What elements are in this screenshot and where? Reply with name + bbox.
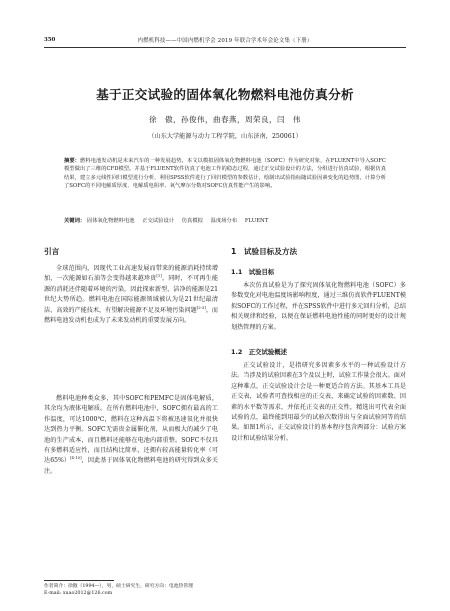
keywords: [64, 217, 386, 225]
citation: [4-10]: [70, 455, 82, 461]
intro-p2-text: ，因此基于固体氧化物燃料电池的研究得到众多关注。: [44, 457, 219, 475]
subsection-heading-1-1: 1.1 试验目标: [231, 268, 275, 276]
intro-paragraph-1: [44, 264, 218, 326]
citation: [1]: [156, 273, 162, 279]
section-1-2-paragraph: 正交试验设计，是指研究多因素多水平的一种试验设计方法。当涉及的试验因素在3个及以上时，试验工作量会很大。面对这种难点，正交试验设计会是一种更适合的方法。其基本工具是正交表，试验者可查找相应的正交表，来确定试验的因素数、因素的水平数等需求，并依托正交表的正交性，精选出可代表全面试验的点，最终能到用最少的试验次数得出与全面试验同等的结果。如图1所示，正交试验设计的基本程序包含两部分：试验方案设计和试验结果分析。: [231, 362, 406, 442]
footnote-rule: [44, 580, 114, 581]
intro-p1-text: 全球范围内，因现代工业高速发展而带来的能源消耗持续增加，一次能源如石油等会变得越来越珍贵: [44, 265, 218, 283]
keyword: FLUENT: [244, 218, 269, 224]
citation: [2-3]: [196, 304, 206, 310]
keyword: 仿真模拟: [181, 218, 203, 224]
intro-p2-text: 燃料电池种类众多，其中SOFC和PEMFC是固体电解质，其余均为液体电解质。在所有燃料电池中，SOFC拥有最高的工作温度，可达1000℃，燃料在这种高温下将被迅速氧化并很快达到热力平衡。SOFC无需贵金属催化剂，从而极大的减少了电池的生产成本，而且燃料还能够在电池内部重整。SOFC不仅具有多燃料适应性，而且结构比简单，还拥有较高能量转化率（可达65%）: [44, 395, 218, 465]
section-heading-introduction: 引言: [44, 247, 60, 256]
keyword: 固体氧化物燃料电池: [86, 218, 135, 224]
paper-title: 基于正交试验的固体氧化物燃料电池仿真分析: [96, 87, 354, 102]
abstract-text: 燃料电池发动机是未来汽车的一种发展趋势。本文以模拟固体氧化物燃料电池（SOFC）作为研究对象，在FLUENT中导入SOFC模型做出了三维的CFD模型。并基于FLUENT软件仿真了电池工作的稳态过程，通过正交试验设计的方法，分组进行仿真试验，根据仿真结果，建立多元线性回归模型进行分析，利用SPSS软件进行了回归模型的参数估计，绘制出试验指标随试验因素变化的趋势图，计算分析了SOFC的不同电解质厚度、电解质电阻率、氧气摩尔分数对SOFC仿真性能产生的影响。: [64, 158, 386, 190]
header-rule: [44, 47, 406, 48]
running-header: [44, 34, 406, 46]
abstract-label: 摘要：: [64, 158, 81, 164]
section-1-1-paragraph: 本次仿真试验是为了探究固体氧化物燃料电池（SOFC）多参数变化对电池温度场影响程度，通过三维仿真软件FLUENT模拟SOFC的工作过程，并在SPSS软件中进行多元回归分析，总结相关规律和经验，以便在保证燃料电池性能的同时更好的设计规划热管理的方案。: [231, 282, 406, 331]
intro-paragraph-2: [44, 394, 218, 477]
intro-p1-text: 。同时，不可再生能源的消耗还伴随着环境的污染，因此探索新型、洁净的能源是21世纪大势所趋。燃料电池在国际能源领域被认为是21世纪最清洁、高效的产能技术，有望解决能源不足及环境污染问题: [44, 275, 219, 314]
footnote-email: E-mail: xuao2012@126.com: [44, 591, 113, 597]
footnote-bio: 作者简介：徐傲（1994—），男，硕士研究生，研究方向：电池热管理: [44, 584, 193, 589]
author-list: 徐 傲，孙俊伟，曲春燕，周荣良，闫 伟: [149, 115, 301, 124]
author-footnote: [44, 583, 193, 598]
running-title: 内燃机科技——中国内燃机学会 2019 年联合学术年会论文集（下册）: [137, 38, 313, 44]
section-heading-1: 1 试验目标及方法: [231, 247, 298, 256]
keyword: 温度场分布: [210, 218, 238, 224]
affiliation: （山东大学能源与动力工程学院，山东济南，250061）: [148, 133, 302, 140]
subsection-heading-1-2: 1.2 正交试验概述: [231, 348, 288, 356]
keywords-label: 关键词：: [64, 218, 86, 224]
keyword: 正交试验设计: [142, 218, 175, 224]
page-number: 350: [44, 37, 56, 43]
intro-p1-text: 。而燃料电池发动机也成为了未来发动机的重要发展方向。: [44, 306, 219, 325]
abstract: [64, 157, 386, 191]
